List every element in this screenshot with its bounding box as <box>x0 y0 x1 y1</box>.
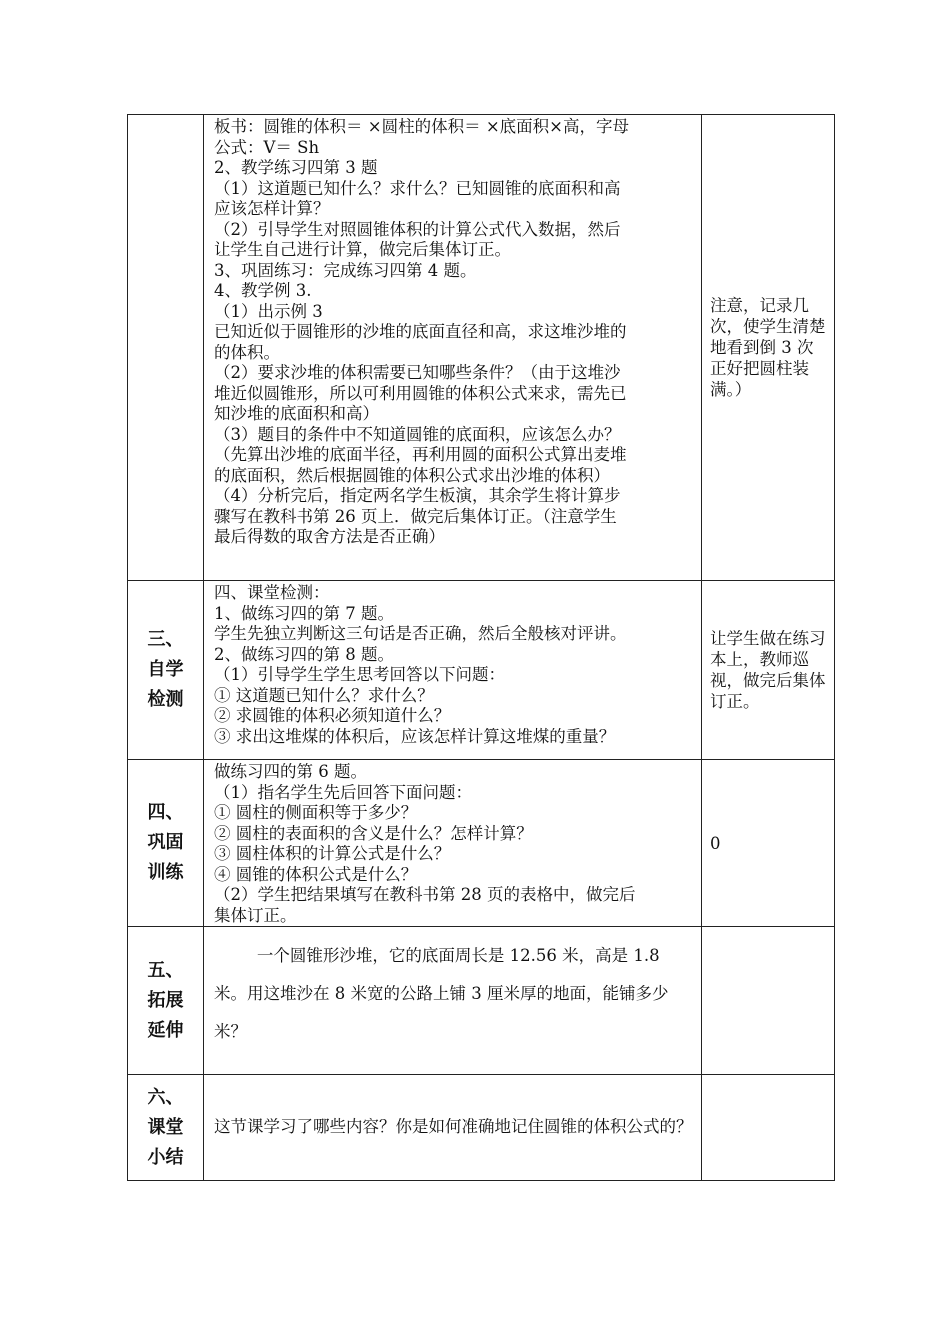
text-line: ③ 圆柱体积的计算公式是什么？ <box>214 844 451 863</box>
text-line: ① 圆柱的侧面积等于多少？ <box>214 803 418 822</box>
text-line: （4）分析完后，指定两名学生板演，其余学生将计算步 <box>214 486 621 505</box>
text-line: 让学生自己进行计算，做完后集体订正。 <box>214 240 511 259</box>
section-title-line: 检测 <box>147 689 184 710</box>
text-line: ④ 圆锥的体积公式是什么？ <box>214 864 418 884</box>
section-title-line: 巩固 <box>147 832 184 853</box>
table-row <box>128 760 835 927</box>
section-number: 四、 <box>147 802 184 823</box>
text-line: 做练习四的第 6 题。 <box>214 762 367 781</box>
lesson-plan-table <box>127 114 835 1181</box>
text-line: ② 求圆锥的体积必须知道什么？ <box>214 706 451 725</box>
text-line: 堆近似圆锥形，所以可利用圆锥的体积公式来求，需先已 <box>214 383 627 403</box>
section-cell <box>128 927 204 1075</box>
text-line: ② 圆柱的表面积的含义是什么？怎样计算？ <box>214 823 533 843</box>
text-line: 知沙堆的底面积和高） <box>214 404 379 423</box>
text-line: 的体积。 <box>214 342 280 362</box>
section-title-line: 课堂 <box>147 1116 184 1138</box>
text-line: ① 这道题已知什么？求什么？ <box>214 685 434 705</box>
section-number: 五、 <box>147 959 184 981</box>
table-row <box>128 581 835 760</box>
text-line: （先算出沙堆的底面半径，再利用圆的面积公式算出麦堆 <box>214 445 627 464</box>
text-line: 集体订正。 <box>214 905 297 925</box>
text-line: （1）引导学生学生思考回答以下问题： <box>214 665 505 684</box>
text-line: 四、课堂检测： <box>214 583 330 602</box>
text-line: 2、做练习四的第 8 题。 <box>214 644 394 664</box>
text-line: 最后得数的取舍方法是否正确） <box>214 527 445 546</box>
section-title-line: 拓展 <box>147 989 184 1011</box>
text-line: 4、教学例 3. <box>214 281 312 300</box>
section-title-line: 自学 <box>147 659 184 680</box>
note-cell <box>702 1075 835 1181</box>
text-line: 2、教学练习四第 3 题 <box>214 158 378 177</box>
section-cell <box>128 581 204 760</box>
text-line: （2）学生把结果填写在教科书第 28 页的表格中，做完后 <box>214 885 636 904</box>
section-number: 六、 <box>147 1086 184 1108</box>
text-line: （2）要求沙堆的体积需要已知哪些条件？（由于这堆沙 <box>214 363 621 382</box>
note-cell: 注意，记录几次，使学生清楚地看到倒 3 次正好把圆柱装满。） <box>702 115 835 581</box>
text-line: （1）指名学生先后回答下面问题： <box>214 782 472 802</box>
section-title-line: 训练 <box>147 862 184 883</box>
text-line: （1）出示例 3 <box>214 301 323 321</box>
text-line: （2）引导学生对照圆锥体积的计算公式代入数据，然后 <box>214 219 621 239</box>
table-row <box>128 1075 835 1181</box>
content-cell <box>204 115 702 581</box>
text-line: 骤写在教科书第 26 页上．做完后集体订正。（注意学生 <box>214 506 617 526</box>
section-cell <box>128 760 204 927</box>
content-cell <box>204 760 702 927</box>
text-line: 1、做练习四的第 7 题。 <box>214 603 394 623</box>
summary-text: 这节课学习了哪些内容？你是如何准确地记住圆锥的体积公式的？ <box>204 1075 702 1181</box>
text-line: ③ 求出这堆煤的体积后，应该怎样计算这堆煤的重量？ <box>214 726 616 746</box>
table-row <box>128 115 835 581</box>
text-line: 学生先独立判断这三句话是否正确，然后全般核对评讲。 <box>214 624 627 643</box>
text-line: 已知近似于圆锥形的沙堆的底面直径和高，求这堆沙堆的 <box>214 322 627 341</box>
text-line: 公式：V＝ Sh <box>214 137 320 157</box>
note-cell: 0 <box>702 760 835 927</box>
section-title-line: 小结 <box>147 1146 184 1168</box>
section-title-line: 延伸 <box>147 1019 184 1041</box>
section-cell <box>128 115 204 581</box>
text-line: 板书：圆锥的体积＝ ×圆柱的体积＝ ×底面积×高，字母 <box>214 117 629 136</box>
text-line: 3、巩固练习：完成练习四第 4 题。 <box>214 260 477 280</box>
note-cell: 让学生做在练习本上，教师巡视，做完后集体订正。 <box>702 581 835 760</box>
section-cell <box>128 1075 204 1181</box>
text-line: （1）这道题已知什么？求什么？已知圆锥的底面积和高 <box>214 178 621 198</box>
text-line: 的底面积，然后根据圆锥的体积公式求出沙堆的体积） <box>214 465 610 485</box>
extension-problem: 一个圆锥形沙堆，它的底面周长是 12.56 米，高是 1.8 米。用这堆沙在 8 米宽的公路上铺 3 厘米厚的地面，能铺多少米？ <box>204 927 702 1075</box>
text-line: （3）题目的条件中不知道圆锥的底面积，应该怎么办？ <box>214 424 621 444</box>
note-cell <box>702 927 835 1075</box>
text-line: 应该怎样计算？ <box>214 199 330 218</box>
section-number: 三、 <box>147 629 184 650</box>
table-row <box>128 927 835 1075</box>
content-cell <box>204 581 702 760</box>
